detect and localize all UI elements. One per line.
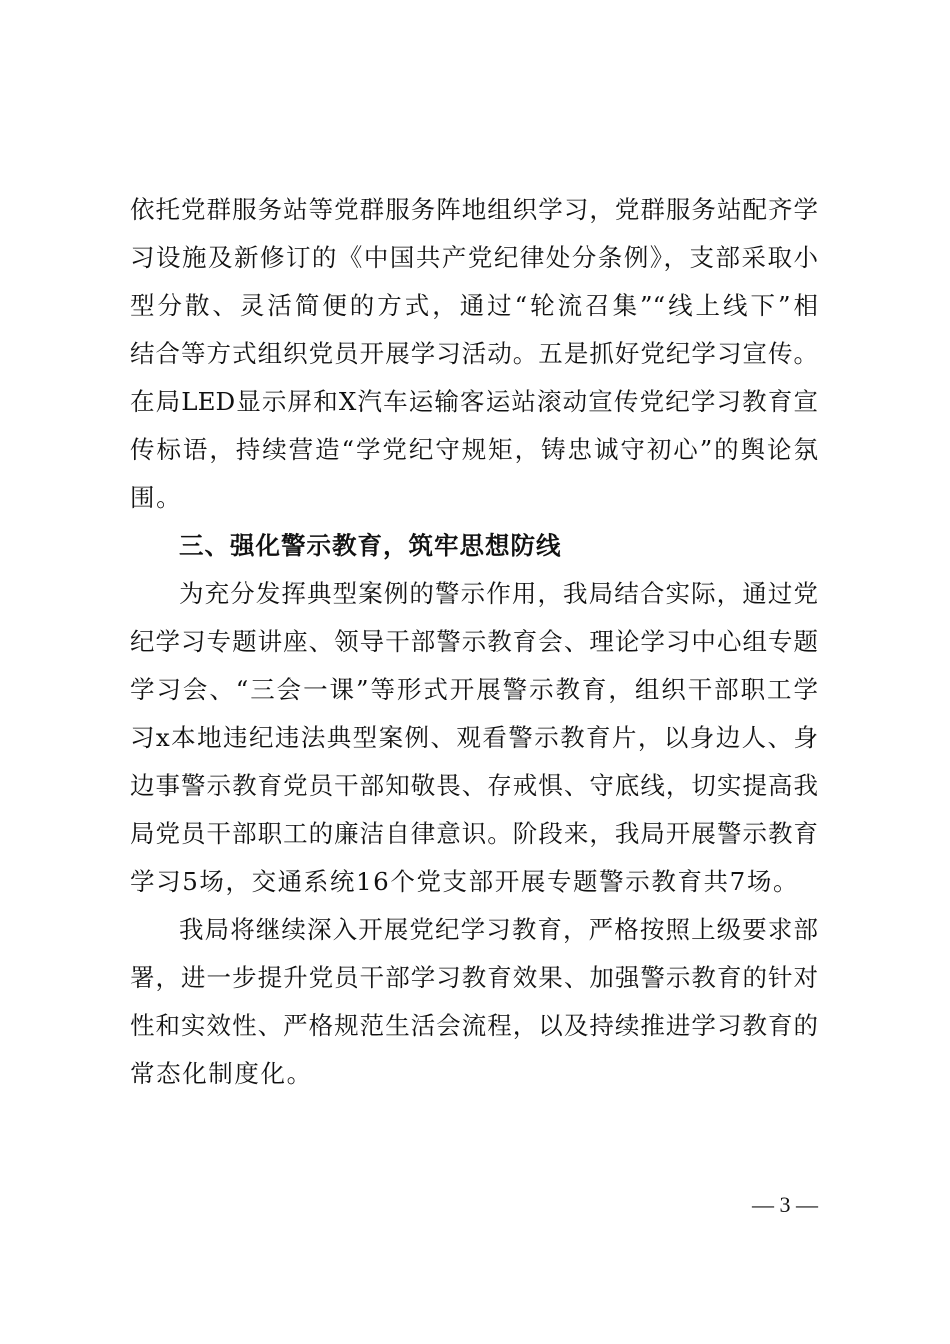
text-line: 学习5场，交通系统16个党支部开展专题警示教育共7场。 [130,867,800,896]
text-line: 习x本地违纪违法典型案例、观看警示教育片，以身边人、身 [130,723,818,752]
text-line: 常态化制度化。 [130,1059,313,1088]
text-line: 依托党群服务站等党群服务阵地组织学习，党群服务站配齐学 [130,195,818,224]
text-line: 为充分发挥典型案例的警示作用，我局结合实际，通过党 [179,579,818,608]
page-number: — 3 — [752,1192,818,1217]
text-line: 习设施及新修订的《中国共产党纪律处分条例》，支部采取小 [130,243,818,272]
text-line: 型分散、灵活简便的方式，通过“轮流召集”“线上线下”相 [130,291,818,320]
text-line: 在局LED显示屏和X汽车运输客运站滚动宣传党纪学习教育宣 [130,387,818,416]
text-line: 结合等方式组织党员开展学习活动。五是抓好党纪学习宣传。 [130,339,818,368]
text-line: 局党员干部职工的廉洁自律意识。阶段来，我局开展警示教育 [130,819,818,848]
paragraph-closing [130,906,818,1098]
text-line: 我局将继续深入开展党纪学习教育，严格按照上级要求部 [179,915,818,944]
paragraph-continued [130,186,818,522]
paragraph-warning-education [130,570,818,906]
text-line: 纪学习专题讲座、领导干部警示教育会、理论学习中心组专题 [130,627,818,656]
text-line: 署，进一步提升党员干部学习教育效果、加强警示教育的针对 [130,963,818,992]
text-line: 围。 [130,483,183,512]
text-line: 边事警示教育党员干部知敬畏、存戒惧、守底线，切实提高我 [130,771,818,800]
document-body [130,186,818,1098]
section-heading: 三、强化警示教育，筑牢思想防线 [179,531,562,560]
text-line: 学习会、“三会一课”等形式开展警示教育，组织干部职工学 [130,675,818,704]
text-line: 性和实效性、严格规范生活会流程，以及持续推进学习教育的 [130,1011,818,1040]
text-line: 传标语，持续营造“学党纪守规矩，铸忠诚守初心”的舆论氛 [130,435,818,464]
